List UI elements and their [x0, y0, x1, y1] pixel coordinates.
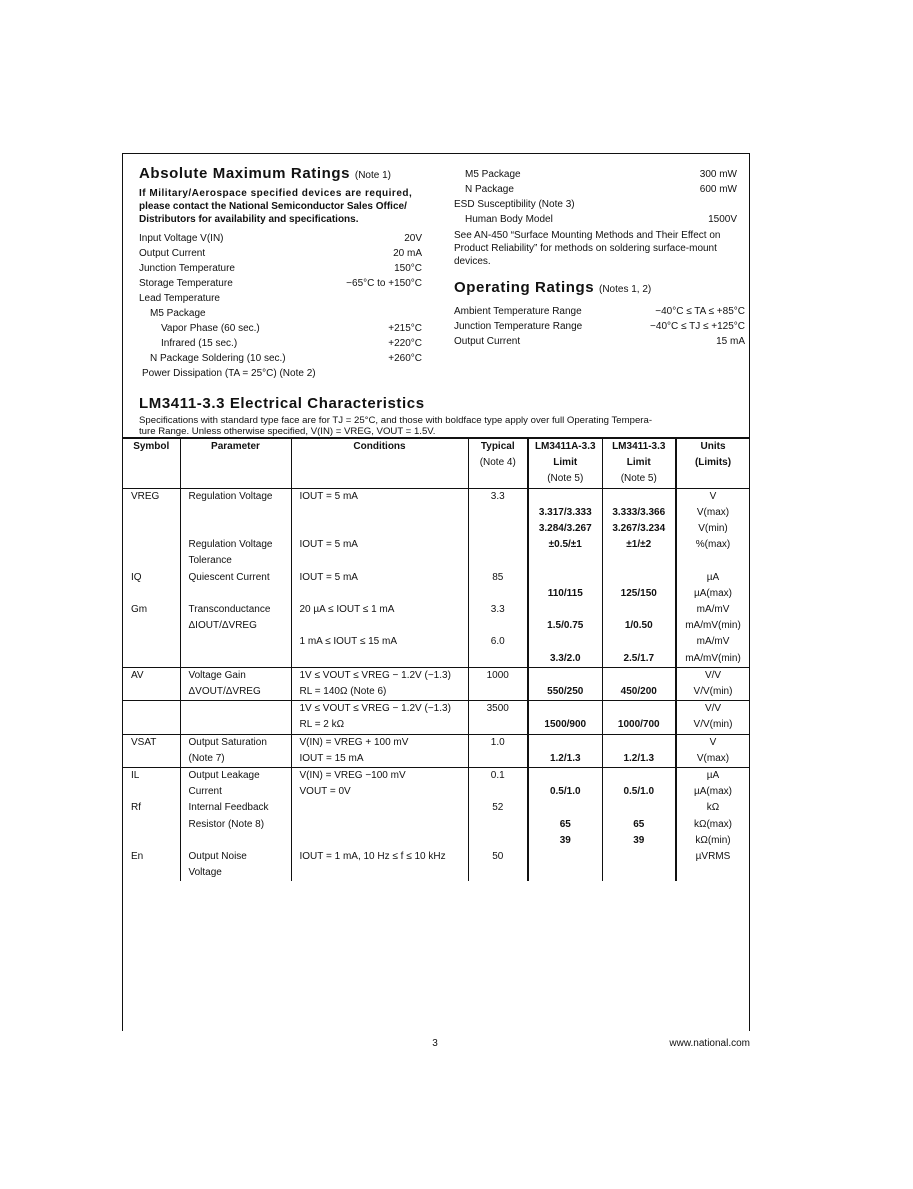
ec-parameter: Resistor (Note 8): [180, 817, 291, 833]
ec-limit: 1.2/1.3: [602, 751, 676, 768]
ec-parameter: [180, 634, 291, 650]
opr-label: Output Current: [454, 336, 521, 347]
ec-conditions: RL = 2 kΩ: [291, 717, 468, 734]
ec-limit-a: 1500/900: [528, 717, 602, 734]
amr-label: Infrared (15 sec.): [161, 338, 238, 349]
ec-limit: [602, 768, 676, 785]
amr-value: 150°C: [394, 263, 422, 274]
ec-parameter: Voltage: [180, 865, 291, 881]
ec-limit: [602, 488, 676, 505]
ec-parameter: Voltage Gain: [180, 667, 291, 684]
ec-parameter: [180, 701, 291, 718]
amr-value: +215°C: [388, 323, 422, 334]
ec-typical: 3.3: [468, 488, 528, 505]
ec-table: [123, 437, 749, 881]
website: www.national.com: [669, 1038, 750, 1049]
ec-limit-a: [528, 488, 602, 505]
table-row: [123, 833, 749, 849]
ec-units: µA: [706, 571, 720, 583]
table-row: [123, 800, 749, 816]
ec-units: V: [676, 734, 749, 751]
ec-limit: 3.333/3.366: [602, 505, 676, 521]
table-row: [123, 651, 749, 668]
ec-limit-a: 0.5/1.0: [528, 784, 602, 800]
ec-parameter: Output Leakage: [180, 768, 291, 785]
ec-symbol: [123, 634, 180, 650]
table-row: [123, 667, 749, 684]
ec-limit-a: [528, 768, 602, 785]
ec-parameter: Transconductance: [180, 602, 291, 618]
table-row: [123, 751, 749, 768]
ec-units: V: [676, 488, 749, 505]
ec-limit: 65: [602, 817, 676, 833]
ec-conditions: 1 mA ≤ IOUT ≤ 15 mA: [291, 634, 468, 650]
ec-limit: 450/200: [602, 684, 676, 701]
amr-label: Power Dissipation (TA = 25°C) (Note 2): [142, 368, 316, 379]
amr-title: Absolute Maximum Ratings (Note 1): [139, 165, 391, 182]
ec-symbol: [123, 537, 180, 553]
amr-value: +220°C: [388, 338, 422, 349]
hdr-symbol: Symbol: [123, 438, 180, 455]
hdr-typical-note: (Note 4): [468, 455, 528, 471]
ec-parameter: [180, 505, 291, 521]
ec-parameter: Internal Feedback: [180, 800, 291, 816]
ec-typical: [468, 717, 528, 734]
table-row: [123, 602, 749, 618]
ec-symbol: [123, 751, 180, 768]
table-row: [123, 849, 749, 865]
ec-limit-a: [528, 800, 602, 816]
ec-typical: [468, 537, 528, 553]
ec-symbol: VREG: [123, 488, 180, 505]
table-row: [123, 537, 749, 553]
hdr-conditions: Conditions: [291, 438, 468, 455]
ec-typical: 52: [468, 800, 528, 816]
opr-value: −40°C ≤ TA ≤ +85°C: [655, 306, 745, 317]
ec-typical: 85: [468, 570, 528, 586]
ec-units: V/V(min): [693, 719, 733, 731]
ec-conditions: [291, 833, 468, 849]
ec-limit: [602, 602, 676, 618]
ec-conditions: [291, 651, 468, 668]
ec-parameter: Tolerance: [180, 553, 291, 569]
amr-label: Input Voltage V(IN): [139, 233, 224, 244]
page-number: 3: [432, 1038, 438, 1049]
amr-label: N Package Soldering (10 sec.): [150, 353, 286, 364]
ec-symbol: [123, 553, 180, 569]
ec-limit: 2.5/1.7: [602, 651, 676, 668]
ec-units: kΩ(max): [693, 818, 733, 830]
military-notice-line-2: please contact the National Semiconductor Sales Office/: [139, 201, 407, 212]
ec-symbol: AV: [123, 667, 180, 684]
an-note-line-1: See AN-450 “Surface Mounting Methods and Their Effect on: [454, 230, 721, 241]
hdr-units-sub: (Limits): [694, 457, 732, 469]
amr-right-label: N Package: [465, 184, 514, 195]
ec-symbol: [123, 717, 180, 734]
ec-units: %(max): [695, 539, 731, 551]
ec-typical: [468, 865, 528, 881]
amr-value: −65°C to +150°C: [346, 278, 422, 289]
ec-header-row: [123, 471, 749, 488]
ec-typical: [468, 833, 528, 849]
ec-typical: [468, 684, 528, 701]
ec-limit-a: 3.317/3.333: [528, 505, 602, 521]
ec-typical: 3500: [468, 701, 528, 718]
ec-typical: 0.1: [468, 768, 528, 785]
ec-symbol: [123, 701, 180, 718]
ec-units: µA(max): [694, 786, 732, 798]
ec-typical: [468, 651, 528, 668]
ec-limit: [602, 800, 676, 816]
table-row: [123, 488, 749, 505]
amr-value: 20V: [404, 233, 422, 244]
table-row: [123, 618, 749, 634]
table-row: [123, 634, 749, 650]
opr-value: −40°C ≤ TJ ≤ +125°C: [650, 321, 745, 332]
amr-label: Junction Temperature: [139, 263, 235, 274]
ec-conditions: [291, 618, 468, 634]
military-notice-line-1: If Military/Aerospace specified devices are required,: [139, 188, 413, 199]
ec-limit-a: [528, 570, 602, 586]
amr-right-value: 600 mW: [699, 184, 737, 195]
ec-symbol: [123, 817, 180, 833]
ec-limit: 39: [602, 833, 676, 849]
opr-label: Ambient Temperature Range: [454, 306, 582, 317]
ec-limit: 0.5/1.0: [602, 784, 676, 800]
ec-limit: 1/0.50: [602, 618, 676, 634]
ec-spec-line-1: Specifications with standard type face are for TJ = 25°C, and those with boldface type apply over full Operating Tempera-: [139, 415, 653, 426]
hdr-lim-std: LM3411-3.3: [602, 438, 676, 455]
ec-typical: 3.3: [468, 602, 528, 618]
table-row: [123, 505, 749, 521]
table-row: [123, 817, 749, 833]
table-row: [123, 553, 749, 569]
ec-typical: [468, 784, 528, 800]
amr-right-label: M5 Package: [465, 169, 521, 180]
ec-limit-a: [528, 667, 602, 684]
table-row: [123, 684, 749, 701]
ec-symbol: Gm: [123, 602, 180, 618]
ec-limit: 125/150: [602, 586, 676, 602]
ec-conditions: [291, 521, 468, 537]
ec-parameter: Regulation Voltage: [180, 537, 291, 553]
amr-label: Storage Temperature: [139, 278, 233, 289]
ec-parameter: [180, 717, 291, 734]
hdr-limit-note: (Note 5): [528, 471, 602, 488]
hdr-limit: Limit: [602, 455, 676, 471]
hdr-limit: Limit: [528, 455, 602, 471]
amr-value: 20 mA: [393, 248, 422, 259]
ec-units: kΩ: [706, 802, 720, 814]
ec-units: [676, 553, 749, 569]
ec-conditions: V(IN) = VREG −100 mV: [291, 768, 468, 785]
table-row: [123, 521, 749, 537]
table-row: [123, 586, 749, 602]
ec-symbol: [123, 505, 180, 521]
table-row: [123, 734, 749, 751]
ec-limit: [602, 570, 676, 586]
ec-symbol: [123, 784, 180, 800]
ec-symbol: En: [123, 849, 180, 865]
ec-conditions: RL = 140Ω (Note 6): [291, 684, 468, 701]
table-row: [123, 784, 749, 800]
ec-limit-a: 3.3/2.0: [528, 651, 602, 668]
ec-symbol: [123, 865, 180, 881]
ec-units: mA/mV(min): [685, 652, 741, 664]
an-note-line-3: devices.: [454, 256, 491, 267]
ec-units: kΩ(min): [695, 834, 731, 846]
ec-symbol: [123, 618, 180, 634]
ec-header-row: [123, 455, 749, 471]
ec-parameter: (Note 7): [180, 751, 291, 768]
ec-conditions: VOUT = 0V: [291, 784, 468, 800]
ec-limit-a: [528, 602, 602, 618]
ec-limit: [602, 734, 676, 751]
military-notice-line-3: Distributors for availability and specifications.: [139, 214, 359, 225]
amr-value: +260°C: [388, 353, 422, 364]
ec-units: V/V: [676, 667, 749, 684]
ec-typical: [468, 505, 528, 521]
ec-typical: [468, 751, 528, 768]
ec-limit: ±1/±2: [602, 537, 676, 553]
ec-header-row: [123, 438, 749, 455]
table-row: [123, 717, 749, 734]
ec-limit-a: 39: [528, 833, 602, 849]
ec-units: µA(max): [694, 587, 732, 599]
ec-limit-a: [528, 553, 602, 569]
ec-symbol: [123, 833, 180, 849]
ec-symbol: [123, 684, 180, 701]
ec-units: V/V(min): [693, 686, 733, 698]
ec-parameter: Regulation Voltage: [180, 488, 291, 505]
ec-parameter: [180, 651, 291, 668]
ec-units: mA/mV: [696, 636, 730, 648]
frame-right: [749, 153, 750, 1031]
ec-parameter: Output Saturation: [180, 734, 291, 751]
ec-limit-a: 65: [528, 817, 602, 833]
ec-conditions: IOUT = 5 mA: [291, 570, 468, 586]
amr-label: Lead Temperature: [139, 293, 220, 304]
ec-limit-a: 1.5/0.75: [528, 618, 602, 634]
amr-label: Output Current: [139, 248, 206, 259]
ec-symbol: IL: [123, 768, 180, 785]
ec-typical: [468, 521, 528, 537]
ec-units: V(max): [696, 506, 730, 518]
ec-typical: 1.0: [468, 734, 528, 751]
ec-units: V/V: [676, 701, 749, 718]
hdr-limit-note: (Note 5): [602, 471, 676, 488]
ec-limit-a: 550/250: [528, 684, 602, 701]
opr-title: Operating Ratings (Notes 1, 2): [454, 279, 652, 296]
ec-symbol: [123, 586, 180, 602]
ec-typical: 6.0: [468, 634, 528, 650]
opr-value: 15 mA: [716, 336, 745, 347]
table-row: [123, 701, 749, 718]
ec-typical: [468, 586, 528, 602]
ec-limit-a: ±0.5/±1: [528, 537, 602, 553]
an-note-line-2: Product Reliability” for methods on soldering surface-mount: [454, 243, 717, 254]
ec-limit-a: [528, 849, 602, 865]
ec-symbol: [123, 651, 180, 668]
frame-top: [122, 153, 750, 154]
ec-conditions: [291, 553, 468, 569]
ec-units: mA/mV: [696, 604, 730, 616]
hdr-lim-a: LM3411A-3.3: [528, 438, 602, 455]
ec-parameter: [180, 521, 291, 537]
ec-limit: [602, 634, 676, 650]
ec-limit: [602, 553, 676, 569]
ec-typical: [468, 618, 528, 634]
ec-title: LM3411-3.3 Electrical Characteristics: [139, 395, 425, 412]
ec-spec-line-2: ture Range. Unless otherwise specified, V(IN) = VREG, VOUT = 1.5V.: [139, 426, 436, 437]
ec-limit-a: 1.2/1.3: [528, 751, 602, 768]
ec-limit-a: [528, 865, 602, 881]
ec-limit-a: 3.284/3.267: [528, 521, 602, 537]
ec-units: V(min): [698, 523, 728, 535]
ec-limit: 1000/700: [602, 717, 676, 734]
ec-parameter: Current: [180, 784, 291, 800]
ec-limit: [602, 667, 676, 684]
amr-right-value: 300 mW: [699, 169, 737, 180]
ec-limit-a: [528, 634, 602, 650]
ec-conditions: 1V ≤ VOUT ≤ VREG − 1.2V (−1.3): [291, 667, 468, 684]
hdr-parameter: Parameter: [180, 438, 291, 455]
ec-limit-a: 110/115: [528, 586, 602, 602]
ec-limit: [602, 865, 676, 881]
ec-typical: 1000: [468, 667, 528, 684]
amr-right-label: ESD Susceptibility (Note 3): [454, 199, 575, 210]
ec-limit-a: [528, 734, 602, 751]
ec-conditions: V(IN) = VREG + 100 mV: [291, 734, 468, 751]
amr-label: Vapor Phase (60 sec.): [161, 323, 260, 334]
ec-symbol: [123, 521, 180, 537]
ec-limit: [602, 701, 676, 718]
ec-symbol: VSAT: [123, 734, 180, 751]
table-row: [123, 768, 749, 785]
ec-conditions: [291, 817, 468, 833]
ec-conditions: [291, 865, 468, 881]
ec-conditions: 1V ≤ VOUT ≤ VREG − 1.2V (−1.3): [291, 701, 468, 718]
hdr-typical: Typical: [468, 438, 528, 455]
ec-conditions: [291, 505, 468, 521]
amr-right-label: Human Body Model: [465, 214, 553, 225]
ec-conditions: [291, 800, 468, 816]
ec-conditions: IOUT = 5 mA: [291, 537, 468, 553]
ec-conditions: IOUT = 1 mA, 10 Hz ≤ f ≤ 10 kHz: [291, 849, 468, 865]
ec-typical: 50: [468, 849, 528, 865]
ec-conditions: IOUT = 5 mA: [291, 488, 468, 505]
ec-limit-a: [528, 701, 602, 718]
amr-right-value: 1500V: [708, 214, 737, 225]
ec-parameter: ΔIOUT/ΔVREG: [180, 618, 291, 634]
ec-symbol: Rf: [123, 800, 180, 816]
ec-parameter: [180, 586, 291, 602]
ec-parameter: Output Noise: [180, 849, 291, 865]
ec-parameter: ΔVOUT/ΔVREG: [180, 684, 291, 701]
ec-units: µVRMS: [695, 851, 731, 863]
opr-label: Junction Temperature Range: [454, 321, 583, 332]
amr-label: M5 Package: [150, 308, 206, 319]
ec-units: [676, 865, 749, 881]
ec-limit: [602, 849, 676, 865]
ec-typical: [468, 553, 528, 569]
ec-units: mA/mV(min): [685, 620, 741, 632]
ec-units: µA: [676, 768, 749, 785]
table-row: [123, 865, 749, 881]
ec-parameter: Quiescent Current: [180, 570, 291, 586]
hdr-units: Units: [676, 438, 749, 455]
ec-symbol: IQ: [123, 570, 180, 586]
ec-limit: 3.267/3.234: [602, 521, 676, 537]
table-row: [123, 570, 749, 586]
ec-conditions: IOUT = 15 mA: [291, 751, 468, 768]
ec-parameter: [180, 833, 291, 849]
ec-typical: [468, 817, 528, 833]
ec-conditions: 20 µA ≤ IOUT ≤ 1 mA: [291, 602, 468, 618]
ec-units: V(max): [696, 752, 730, 764]
ec-conditions: [291, 586, 468, 602]
